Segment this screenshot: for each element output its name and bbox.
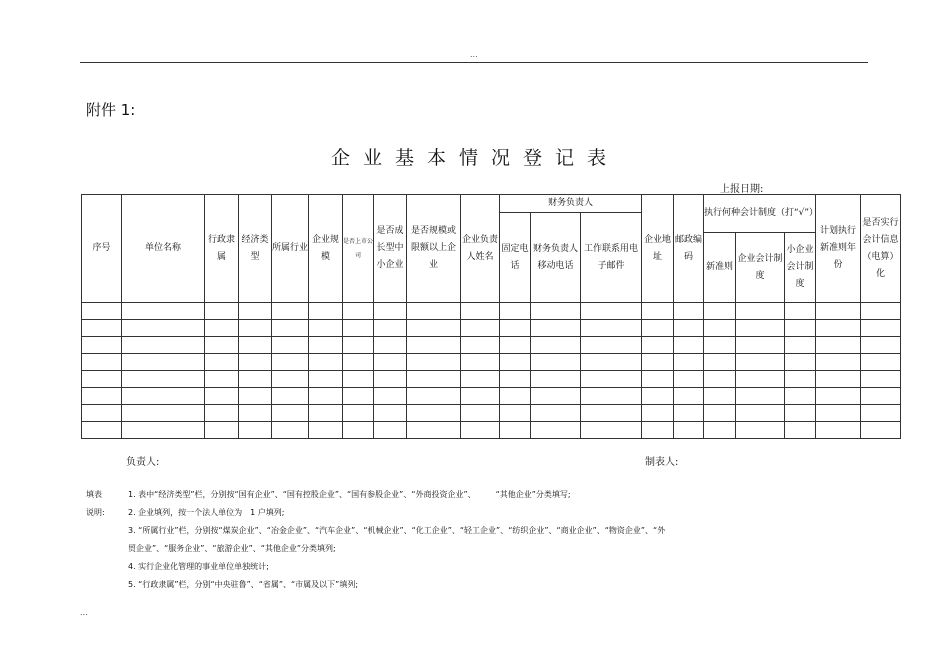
col-computerized: 是否实行会计信息（电算）化 [861, 195, 901, 303]
col-scale: 企业规模 [309, 195, 343, 303]
col-industry: 所属行业 [272, 195, 309, 303]
page-title: 企业基本情况登记表 [330, 147, 619, 169]
table-row [82, 371, 901, 388]
col-postcode: 邮政编码 [674, 195, 704, 303]
table-row [82, 354, 901, 371]
preparer-label: 制表人: [645, 457, 679, 468]
col-admin-affiliation: 行政隶属 [205, 195, 239, 303]
footer-dots: ... [80, 608, 88, 617]
col-plan-year: 计划执行新准则年份 [816, 195, 861, 303]
table-row [82, 337, 901, 354]
note-1: 1. 表中“经济类型”栏，分别按“国有企业”、“国有控股企业”、“国有参股企业”、“外商投资企业”、 “其他企业”分类填写; [128, 490, 571, 499]
col-address: 企业地址 [642, 195, 674, 303]
notes-label: 填表 [86, 490, 102, 499]
col-growth-sme: 是否成长型中小企业 [374, 195, 407, 303]
col-email: 工作联系用电子邮件 [581, 213, 642, 303]
header-dots: ... [470, 50, 478, 59]
col-listed: 是否上市公司 [343, 195, 374, 303]
note-4: 4. 实行企业化管理的事业单位单独统计; [128, 562, 269, 571]
col-finance-head: 财务负责人 [500, 195, 642, 213]
header-rule [80, 62, 868, 63]
attachment-label: 附件 1: [86, 101, 136, 119]
col-accounting-system: 执行何种会计制度（打“√”） [704, 195, 816, 233]
col-enterprise-accounting: 企业会计制度 [736, 233, 785, 303]
table-row [82, 422, 901, 439]
table-row [82, 320, 901, 337]
note-2: 2. 企业填列，按一个法人单位为 1 户填列; [128, 508, 285, 517]
col-small-accounting: 小企业会计制度 [785, 233, 816, 303]
notes-label-2: 说明: [86, 508, 105, 517]
leader-label: 负责人: [126, 457, 160, 468]
col-economic-type: 经济类型 [239, 195, 272, 303]
table-row [82, 388, 901, 405]
col-above-scale: 是否规模或限额以上企业 [407, 195, 461, 303]
col-fixed-phone: 固定电话 [500, 213, 531, 303]
table-row [82, 303, 901, 320]
table-row [82, 405, 901, 422]
col-mobile-phone: 财务负责人移动电话 [531, 213, 581, 303]
report-date-label: 上报日期: [720, 184, 764, 195]
col-unit-name: 单位名称 [122, 195, 205, 303]
note-3: 3. “所属行业”栏，分别按“煤炭企业”、“冶金企业”、“汽车企业”、“机械企业”、“化工企业”、“轻工企业”、“纺织企业”、“商业企业”、“物资企业”、“外 [128, 526, 666, 535]
note-3-cont: 贸企业”、“服务企业”、“旅游企业”、“其他企业”分类填列; [128, 544, 336, 553]
note-5: 5. “行政隶属”栏，分别“中央驻鲁”、“省属”、“市属及以下”填列; [128, 580, 359, 589]
col-new-standard: 新准则 [704, 233, 736, 303]
col-seq: 序号 [82, 195, 122, 303]
registration-table [81, 194, 901, 439]
col-leader-name: 企业负责人姓名 [461, 195, 500, 303]
